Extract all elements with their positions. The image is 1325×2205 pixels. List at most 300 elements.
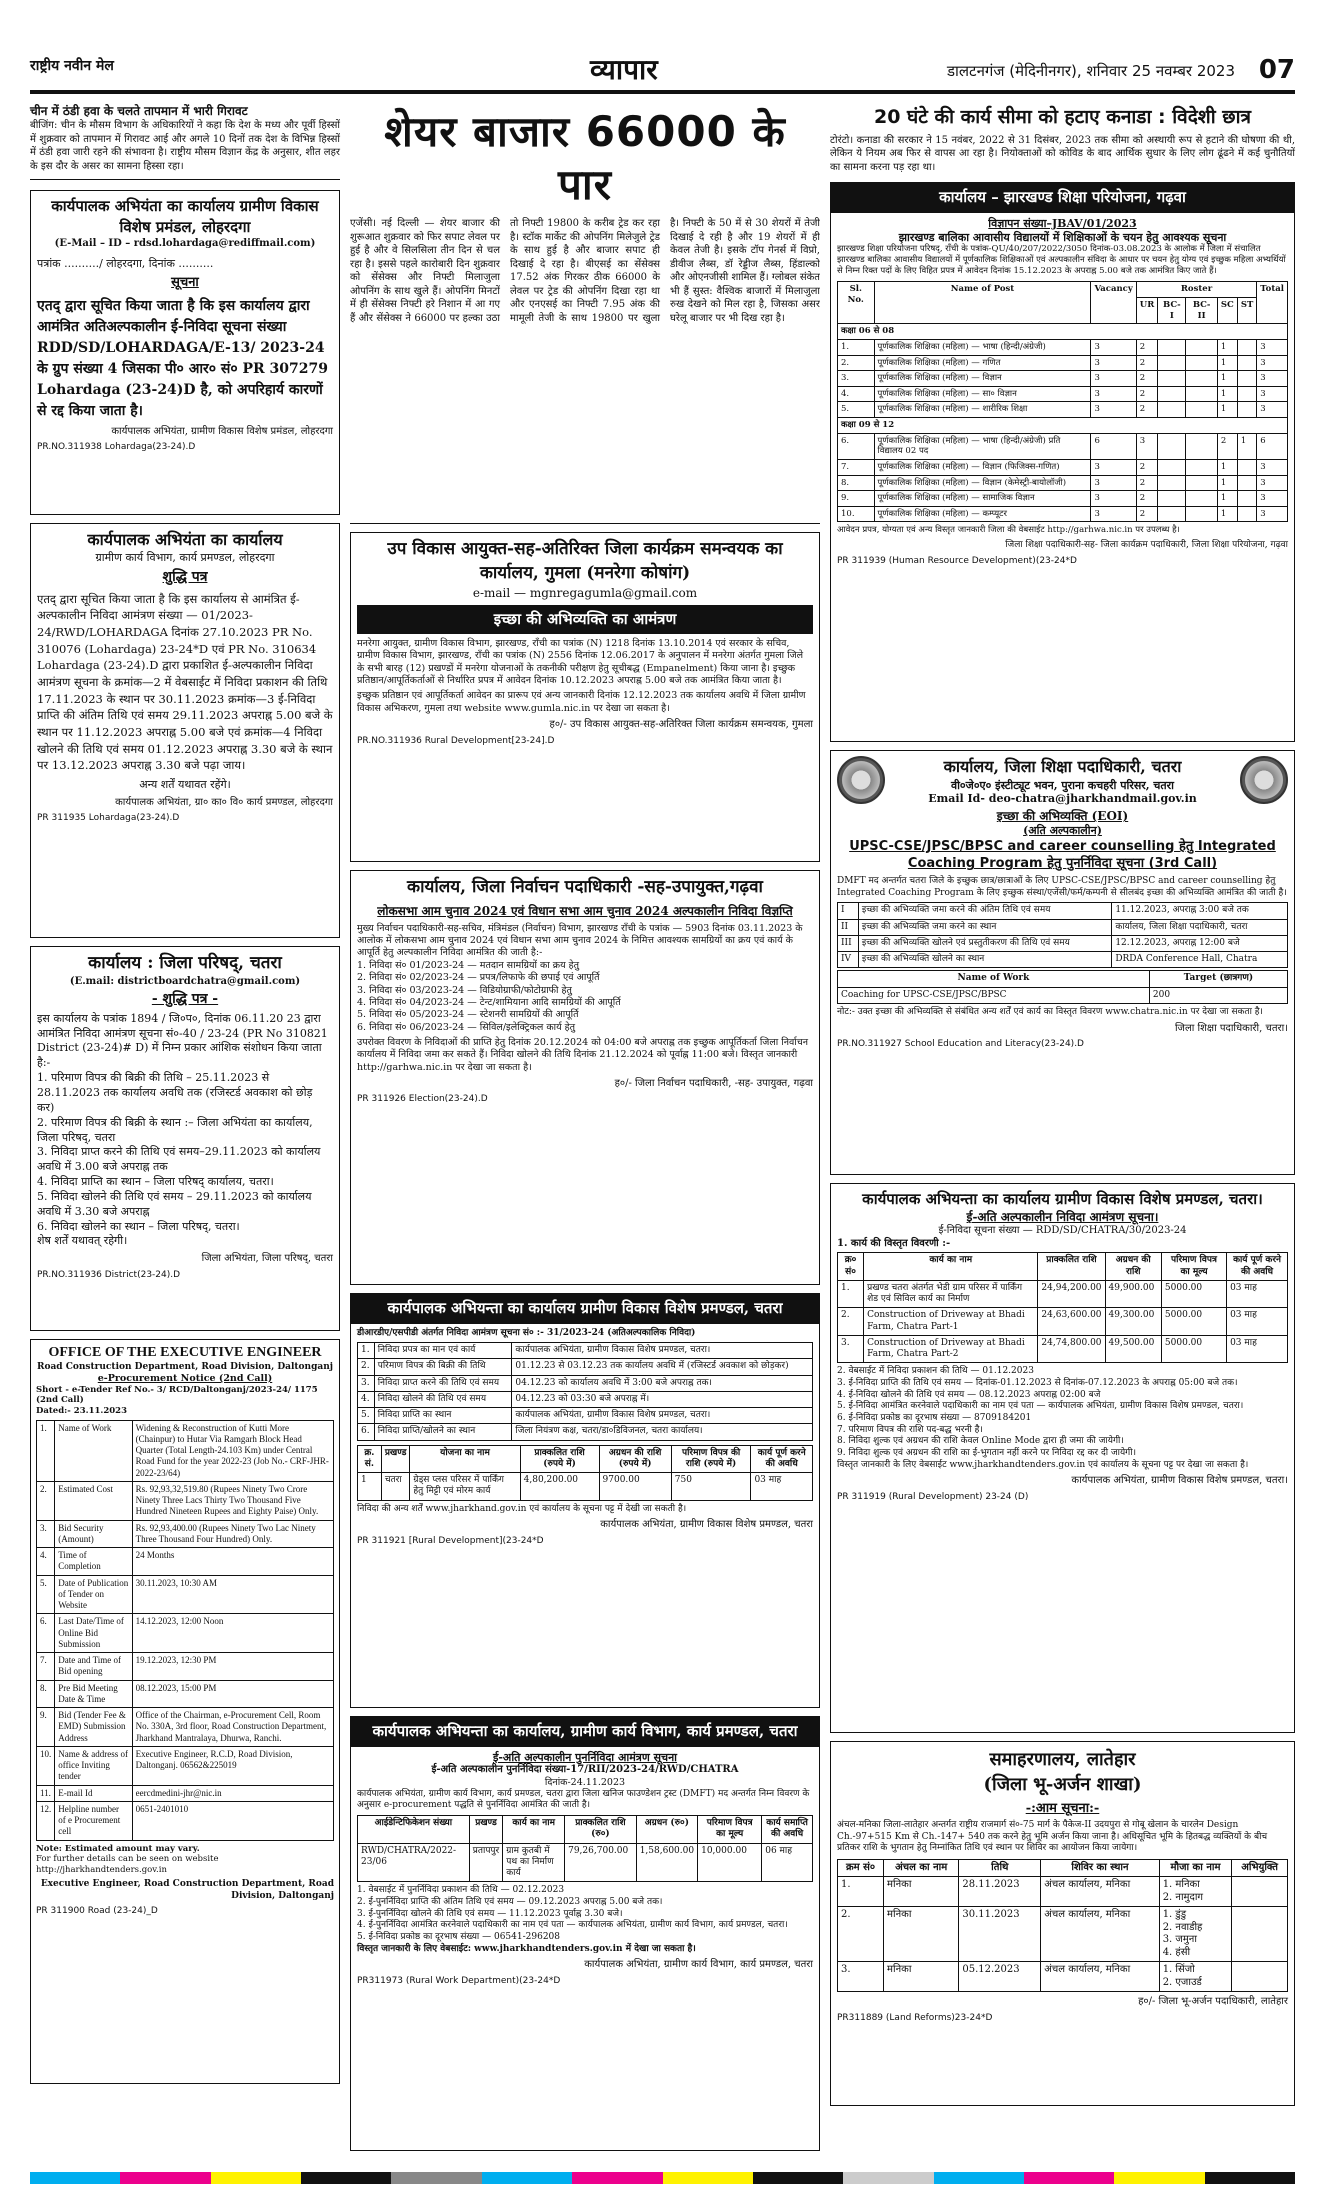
latehar-table-header-cell: क्रम सं० [838,1859,884,1877]
rural2-table-cell: 49,900.00 [1105,1280,1161,1308]
list-item: 4. ई-निविदा खोलने की तिथि एवं समय — 08.12.2023 अपराह्न 02:00 बजे [837,1389,1101,1400]
schedule-cell: 4. [358,1391,375,1407]
garhwa-cell [1237,475,1256,491]
list-item: 2. परिमाण विपत्र की बिक्री के स्थान :– जिला अभियंता का कार्यालय, जिला परिषद्, चतरा [37,1115,313,1144]
ad-garhwa-edu-adv: विज्ञापन संख्या–JBAV/01/2023 [988,216,1137,230]
road-table-row [37,1520,334,1548]
schedule-cell: 1. [358,1343,375,1359]
garhwa-cell: 9. [838,491,875,507]
ad-road-division-sign: Executive Engineer, Road Construction Department, Road Division, Daltonganj [40,1879,334,1901]
garhwa-cell: 3 [1136,433,1157,459]
ad-road-division-ref: Short - e-Tender Ref No.- 3/ RCD/Daltonganj/2023-24/ 1175 (2nd Call) [36,1384,318,1406]
eoi-table-cell: 12.12.2023, अपराह्न 12:00 बजे [1112,935,1288,951]
garhwa-cell: 1 [1217,459,1237,475]
rural2-table-cell: 24,94,200.00 [1038,1280,1105,1308]
rwd-table-row [358,1843,813,1882]
road-table-cell: Office of the Chairman, e-Procurement Cell, Room No. 330A, 3rd floor, Road Construction Department, Jharkhand Mantralaya, Dhurwa, Ranchi. [132,1708,333,1747]
color-swatch [391,2172,481,2184]
road-table-cell: 8. [37,1680,55,1708]
rural2-table-cell: 24,63,600.00 [1038,1308,1105,1336]
eoi-table-cell: II [838,919,859,935]
list-item: 2. निविदा सं० 02/2023-24 — प्रपत्र/लिफाफे की छपाई एवं आपूर्ति [357,972,600,984]
latehar-table-header-cell: अंचल का नाम [884,1859,959,1877]
ad-rwd-lohardaga-pr: PR 311935 Lohardaga(23-24).D [37,813,180,824]
schedule-cell: कार्यपालक अभियंता, ग्रामीण विकास विशेष प्रमण्डल, चतरा। [512,1408,813,1424]
jharkhand-emblem-icon [837,756,885,804]
color-swatch [482,2172,572,2184]
ad-chatra-edu-work-table [837,970,1288,1004]
rural2-table-cell: 2. [838,1308,864,1336]
ad-chatra-edu-notice-head: इच्छा की अभिव्यक्ति (EOI) [996,809,1129,824]
garhwa-cell: पूर्णकालिक शिक्षिका (महिला) — सा० विज्ञान [874,386,1091,402]
column-left [30,104,340,2092]
ad-rwd-chatra-title: कार्यपालक अभियन्ता का कार्यालय, ग्रामीण कार्य विभाग, कार्य प्रमण्डल, चतरा [351,1717,819,1747]
latehar-table-header-cell: मौजा का नाम [1159,1859,1232,1877]
latehar-table-header-cell: अभियुक्ति [1232,1859,1288,1877]
rural2-table-cell: 03 माह [1227,1335,1288,1363]
road-table-row [37,1708,334,1747]
works-table-cell: 4,80,200.00 [520,1473,599,1501]
ad-rwd-lohardaga-sub: ग्रामीण कार्य विभाग, कार्य प्रमण्डल, लोहरदगा [95,551,275,565]
schedule-cell: जिला नियंत्रण कक्ष, चतरा/डा०डिविजनल, चतरा कार्यालय। [512,1424,813,1440]
rwd-table-cell: प्रतापपुर [469,1843,503,1882]
ad-chatra-parishad-sign: जिला अभियंता, जिला परिषद्, चतरा [201,1253,333,1265]
ad-road-division-details: For further details can be seen on website http://jharkhandtenders.gov.in [36,1854,219,1875]
schedule-cell: परिमाण विपत्र की बिक्री की तिथि [374,1359,512,1375]
ad-chatra-rural2-title: कार्यपालक अभियन्ता का कार्यालय ग्रामीण विकास विशेष प्रमण्डल, चतरा। [862,1190,1263,1209]
work-table-header-cell: Target (छात्रगण) [1149,971,1287,987]
list-item: 3. निविदा सं० 03/2023-24 — विडियोग्राफी/फोटोग्राफी हेतु [357,984,572,996]
garhwa-header-cell: Total [1257,282,1288,324]
latehar-table-cell: 30.11.2023 [959,1907,1041,1962]
rural2-table-cell: 49,500.00 [1105,1335,1161,1363]
road-table-cell: 24 Months [132,1548,333,1576]
garhwa-cell: 2 [1136,402,1157,418]
road-table-cell: 10. [37,1746,55,1785]
garhwa-cell: पूर्णकालिक शिक्षिका (महिला) — शारीरिक शिक्षा [874,402,1091,418]
eoi-table-row [838,935,1288,951]
ad-latehar-title: समाहरणालय, लातेहार [989,1749,1136,1771]
ad-chatra-edu-title: कार्यालय, जिला शिक्षा पदाधिकारी, चतरा [943,757,1182,777]
list-item: 3. ई-पुनर्निविदा खोलने की तिथि एवं समय — 11.12.2023 पूर्वाह्न 3.30 बजे। [357,1908,623,1919]
garhwa-cell: 3 [1257,355,1288,371]
eoi-table-cell: 11.12.2023, अपराह्न 3:00 बजे तक [1112,903,1288,919]
garhwa-header-cell: BC-II [1186,298,1218,324]
garhwa-row [838,459,1288,475]
garhwa-cell: पूर्णकालिक शिक्षिका (महिला) — विज्ञान (फिजिक्स-गणित) [874,459,1091,475]
ad-road-division-pr: PR 311900 Road (23-24)_D [36,1905,158,1916]
rural2-table-cell: प्रखण्ड चतरा अंतर्गत भेडी ग्राम परिसर में पार्किंग शेड एवं सिविल कार्य का निर्माण [864,1280,1038,1308]
road-table-cell: 9. [37,1708,55,1747]
eoi-table-cell: इच्छा की अभिव्यक्ति खोलने एवं प्रस्तुतीकरण की तिथि एवं समय [858,935,1111,951]
garhwa-row [838,475,1288,491]
garhwa-row [838,506,1288,522]
news-market [350,104,820,524]
latehar-table-cell: मनिका [884,1907,959,1962]
garhwa-cell [1158,475,1186,491]
garhwa-cell [1186,433,1218,459]
road-table-cell: eercdmedini-jhr@nic.in [132,1785,333,1801]
ad-rwd-lohardaga-notice-head: शुद्धि पत्र [162,569,208,586]
eoi-table-cell: III [838,935,859,951]
list-item: 4. ई-पुनर्निविदा आमंत्रित करनेवाले पदाधिकारी का नाम एवं पता — कार्यपालक अभियंता, ग्रामीण कार्य विभाग, कार्य प्रमण्डल, चतरा। [357,1920,788,1931]
schedule-cell: 3. [358,1375,375,1391]
garhwa-group-row [838,324,1288,340]
ad-chatra-edu-headline: UPSC-CSE/JPSC/BPSC and career counselling हेतु Integrated Coaching Program हेतु पुनर्निविदा सूचना (3rd Call) [849,838,1276,872]
ad-latehar-pr: PR311889 (Land Reforms)23-24*D [837,2012,993,2023]
rural2-table-header-cell: प्राक्कलित राशि [1038,1253,1105,1281]
road-table-row [37,1746,334,1785]
garhwa-header-cell: BC-I [1158,298,1186,324]
ad-rwd-lohardaga-title: कार्यपालक अभियंता का कार्यालय [87,530,283,549]
ad-garhwa-edu [830,182,1295,742]
rural2-table-cell: 49,300.00 [1105,1308,1161,1336]
road-table-cell: Pre Bid Meeting Date & Time [55,1680,132,1708]
garhwa-cell: 1 [1237,433,1256,459]
road-table-cell: 08.12.2023, 15:00 PM [132,1680,333,1708]
works-table-header-cell: प्राक्कलित राशि (रुपये में) [520,1445,599,1473]
ad-chatra-parishad-body: इस कार्यालय के पत्रांक 1894 / जि०प०, दिनांक 06.11.20 23 द्वारा आमंत्रित निविदा आमंत्रण सूचना सं०-40 / 23-24 (PR No 310821 District (23-24)# D) में निम्न प्रकार आंशिक संशोधन किया जाता है:- [37,1011,328,1070]
road-table-cell: Bid Security (Amount) [55,1520,132,1548]
garhwa-cell: पूर्णकालिक शिक्षिका (महिला) — कम्प्यूटर [874,506,1091,522]
ad-chatra-edu-sub: वी०जे०ए० इंस्टीट्यूट भवन, पुराना कचहरी परिसर, चतरा [950,778,1175,792]
rural2-table-row [838,1335,1288,1363]
color-swatch [1205,2172,1295,2184]
road-table-cell: Bid (Tender Fee & EMD) Submission Address [55,1708,132,1747]
road-table-cell: 1. [37,1420,55,1481]
garhwa-row [838,371,1288,387]
latehar-table-cell: 1. मनिका 2. नामुदाग [1159,1877,1232,1907]
news-canada-body: टोरंटो। कनाडा की सरकार ने 15 नवंबर, 2022 से 31 दिसंबर, 2023 तक सीमा को अस्थायी रूप से हटाने की घोषणा की थी, लेकिन ये नियम अब फिर से वापस आ रहा है। नियोक्ताओं को कोविड के बाद आर्थिक सुधार के लिए लोग ढूंढने में कई चुनौतियों का सामना करना पड़ रहा था। [830,134,1295,173]
garhwa-cell [1237,459,1256,475]
schedule-cell: निविदा प्राप्ति का स्थान [374,1408,512,1424]
road-table-cell: Widening & Reconstruction of Kutti More (Chainpur) to Hutar Via Ramgarh Block Head Quarter (Total Length-24.103 Km) under Central Road Fund for the year 2022-23 (Job No.- CRF-JHR-2022-23/64) [132,1420,333,1481]
garhwa-cell: 4. [838,386,875,402]
road-table-cell: Helpline number of e Procurement cell [55,1801,132,1840]
schedule-cell: निविदा खोलने की तिथि एवं समय [374,1391,512,1407]
garhwa-cell: 3 [1257,459,1288,475]
garhwa-row [838,355,1288,371]
garhwa-header-cell: Name of Post [874,282,1091,324]
garhwa-cell [1158,355,1186,371]
ad-mgnrega-gumla-sign: ह०/- उप विकास आयुक्त-सह-अतिरिक्त जिला कार्यक्रम समन्वयक, गुमला [549,719,813,731]
garhwa-cell: पूर्णकालिक शिक्षिका (महिला) — विज्ञान [874,371,1091,387]
list-item: 2. ई-पुनर्निविदा प्राप्ति की अंतिम तिथि एवं समय — 09.12.2023 अपराह्न 5.00 बजे तक। [357,1896,663,1907]
garhwa-cell: 6 [1257,433,1288,459]
garhwa-cell: पूर्णकालिक शिक्षिका (महिला) — विज्ञान (केमेस्ट्री-बायोलॉजी) [874,475,1091,491]
garhwa-group-cell: कक्षा 09 से 12 [838,418,1288,434]
list-item: 9. निविदा शुल्क एवं अग्रधन की राशि का ई-भुगतान नहीं करने पर निविदा रद्द कर दी जायेगी। [837,1448,1136,1459]
ad-rwd-chatra-body2: विस्तृत जानकारी के लिए वेबसाईट: www.jharkhandtenders.gov.in में देखा जा सकता है। [357,1943,696,1954]
rural2-table-cell: 3. [838,1335,864,1363]
garhwa-cell [1237,371,1256,387]
ad-chatra-edu-email: Email Id- deo-chatra@jharkhandmail.gov.in [928,792,1197,806]
road-table-cell: 2. [37,1481,55,1520]
eoi-table-cell: I [838,903,859,919]
news-canada [830,106,1295,174]
garhwa-cell [1186,386,1218,402]
ad-lohardaga-body: एतद् द्वारा सूचित किया जाता है कि इस कार्यालय द्वारा आमंत्रित अतिअल्पकालीन ई-निविदा सूचना संख्या RDD/SD/LOHARDAGA/E-13/ 2023-24 के ग्रुप संख्या 4 जिसका पी० आर० सं० PR 307279 Lohardaga (23-24)D है, को अपरिहार्य कारणों से रद्द किया जाता है। [37,297,328,419]
road-table-cell: 14.12.2023, 12:00 Noon [132,1614,333,1653]
schedule-cell: 5. [358,1408,375,1424]
ad-mgnrega-gumla-body2: इच्छुक प्रतिष्ठान एवं आपूर्तिकर्ता आवेदन का प्रारूप एवं अन्य जानकारी दिनांक 12.12.2023 तक कार्यालय अवधि में जिला ग्रामीण विकास अभिकरण, गुमला तथा website www.gumla.nic.in पर देखा जा सकता है। [357,690,806,714]
ad-rural-chatra-works-table [357,1445,813,1501]
latehar-table-header-cell: तिथि [959,1859,1041,1877]
road-table-cell: Executive Engineer, R.C.D, Road Division, Daltonganj. 06562&225019 [132,1746,333,1785]
ad-chatra-parishad [30,946,340,1331]
garhwa-cell [1237,506,1256,522]
ad-chatra-rural2-pr: PR 311919 (Rural Development) 23-24 (D) [837,1491,1029,1502]
garhwa-cell: 2 [1136,371,1157,387]
ad-latehar-sign: ह०/- जिला भू-अर्जन पदाधिकारी, लातेहार [1138,1996,1288,2008]
color-swatch [1024,2172,1114,2184]
list-item: 7. परिमाण विपत्र की राशि पद-बद्ध भरनी है। [837,1424,983,1435]
eoi-table-cell: DRDA Conference Hall, Chatra [1112,952,1288,968]
garhwa-cell [1186,339,1218,355]
works-table-header-cell: क्र. सं. [358,1445,382,1473]
column-right [830,104,1295,2114]
news-canada-headline: 20 घंटे की कार्य सीमा को हटाए कनाडा : विदेशी छात्र [874,106,1251,128]
garhwa-cell: 3 [1091,475,1136,491]
road-table-cell: Rs. 92,93,32,519.80 (Rupees Ninety Two Crore Ninety Three Lacs Thirty Two Thousand Five Hundred Nineteen Rupees and Eighty Paise) Only. [132,1481,333,1520]
ad-garhwa-edu-sub: झारखण्ड बालिका आवासीय विद्यालयों में शिक्षिकाओं के चयन हेतु आवश्यक सूचना [898,230,1227,244]
list-item: 2. वेबसाईट में निविदा प्रकाशन की तिथि — 01.12.2023 [837,1366,1034,1377]
ad-chatra-rural2-list [837,1366,1288,1460]
news-weather-body: बीजिंग: चीन के मौसम विभाग के अधिकारियों ने कहा कि देश के मध्य और पूर्वी हिस्सों में शुक्रवार को तापमान में गिरावट आई और अगले 10 दिनों तक देश के विभिन्न हिस्सों में ठंडी हवा जारी रहने की संभावना है। राष्ट्रीय मौसम विज्ञान केंद्र के अनुसार, शीत लहर के इस दौर के असर का सामना हिस्सा रहा। [30,120,340,172]
latehar-table-row [838,1962,1288,1992]
dateline: डालटनगंज (मेदिनीनगर), शनिवार 25 नवम्बर 2023 [946,62,1235,80]
page-number: 07 [1258,55,1295,85]
list-item: 1. निविदा सं० 01/2023-24 — मतदान सामग्रियों का क्रय हेतु [357,959,580,971]
garhwa-cell: 1 [1217,506,1237,522]
garhwa-cell: 8. [838,475,875,491]
works-table-header-cell: अग्रधन की राशि (रुपये में) [599,1445,671,1473]
rwd-table-cell: 06 माह [762,1843,813,1882]
rural2-table-cell: Construction of Driveway at Bhadi Farm, Chatra Part-2 [864,1335,1038,1363]
list-item: 1. वेबसाईट में पुनर्निविदा प्रकाशन की तिथि — 02.12.2023 [357,1885,565,1896]
garhwa-row [838,491,1288,507]
garhwa-cell: पूर्णकालिक शिक्षिका (महिला) — गणित [874,355,1091,371]
garhwa-cell: 6. [838,433,875,459]
ad-garhwa-edu-sign: जिला शिक्षा पदाधिकारी-सह- जिला कार्यक्रम पदाधिकारी, जिला शिक्षा परियोजना, गढ़वा [1005,540,1288,551]
masthead-brand: राष्ट्रीय नवीन मेल [30,58,114,74]
list-item: 5. निविदा खोलने की तिथि एवं समय – 29.11.2023 को कार्यालय अवधि में 3.30 बजे अपराह्न [37,1189,312,1218]
rural2-table-cell: 5000.00 [1161,1308,1226,1336]
garhwa-cell: 1 [1217,491,1237,507]
garhwa-cell: 5. [838,402,875,418]
ad-road-division-table [36,1420,334,1841]
garhwa-cell: 3 [1091,355,1136,371]
ad-latehar-notice-head: -:आम सूचना:- [1025,1800,1100,1816]
works-table-cell: 9700.00 [599,1473,671,1501]
rural2-table-header-cell: क्र० सं० [838,1253,864,1281]
ad-lohardaga-notice-head: सूचना [171,275,199,291]
works-table-header-cell: प्रखण्ड [381,1445,410,1473]
garhwa-cell: 2 [1136,506,1157,522]
ad-rwd-chatra-list [357,1885,813,1943]
road-table-cell: 5. [37,1575,55,1614]
rwd-table-cell: ग्राम कुतबी में पथ का निर्माण कार्य [503,1843,565,1882]
ad-chatra-edu-body: DMFT मद अन्तर्गत चतरा जिले के इच्छुक छात्र/छात्राओं के लिए UPSC-CSE/JPSC/BPSC and career counselling हेतु Integrated Coaching Program के लिए इच्छुक संस्था/एजेंसी/फर्म/कम्पनी से सीलबंद इच्छा की अभिव्यक्ति आमंत्रित की जाती है। [837,875,1287,898]
works-table-header-row [358,1445,813,1473]
list-item: 6. निविदा सं० 06/2023-24 — सिविल/इलेक्ट्रिकल कार्य हेतु [357,1021,576,1033]
ad-rwd-chatra [350,1716,820,2151]
latehar-table-cell: अंचल कार्यालय, मनिका [1041,1877,1159,1907]
ad-road-division-title: OFFICE OF THE EXECUTIVE ENGINEER [48,1345,322,1360]
road-table-cell: Date of Publication of Tender on Website [55,1575,132,1614]
eoi-table-cell: इच्छा की अभिव्यक्ति खोलने का स्थान [858,952,1111,968]
ad-rural-chatra-ref: डीआरडीए/एसपीडी अंतर्गत निविदा आमंत्रण सूचना सं० :- 31/2023-24 (अतिअल्पकालिक निविदा) [357,1327,696,1338]
ad-election-garhwa-body: मुख्य निर्वाचन पदाधिकारी-सह-सचिव, मंत्रिमंडल (निर्वाचन) विभाग, झारखण्ड राँची के पत्रांक — 5903 दिनांक 03.11.2023 के आलोक में लोकसभा आम चुनाव 2024 एवं विधान सभा आम चुनाव 2024 के निमित्त आवश्यक सामग्रियों का क्रय एवं कार्य के आपूर्ति हेतु अल्पकालीन निविदा आमंत्रित की जाती है:- [357,922,803,959]
color-swatch [753,2172,843,2184]
rural2-table-cell: Construction of Driveway at Bhadi Farm, Chatra Part-1 [864,1308,1038,1336]
garhwa-cell [1158,371,1186,387]
latehar-table-cell: 1. डुंडु 2. नवाडीह 3. जमुना 4. हंसी [1159,1907,1232,1962]
garhwa-group-cell: कक्षा 06 से 08 [838,324,1288,340]
ad-lohardaga-title: कार्यपालक अभियंता का कार्यालय ग्रामीण विकास विशेष प्रमंडल, लोहरदगा [51,197,319,236]
latehar-table-cell [1232,1962,1288,1992]
latehar-table-cell [1232,1877,1288,1907]
ad-chatra-edu-note: नोट:- उक्त इच्छा की अभिव्यक्ति से संबंधित अन्य शर्तें एवं कार्य का विस्तृत विवरण www.chatra.nic.in पर देखा जा सकता है। [837,1006,1263,1017]
color-swatch [211,2172,301,2184]
garhwa-header-cell: SC [1217,298,1237,324]
garhwa-cell [1186,459,1218,475]
ad-mgnrega-gumla [350,532,820,862]
ad-chatra-rural2 [830,1183,1295,1733]
road-table-cell: 30.11.2023, 10:30 AM [132,1575,333,1614]
road-table-cell: E-mail Id [55,1785,132,1801]
rural2-table-cell: 03 माह [1227,1308,1288,1336]
road-table-cell: Last Date/Time of Online Bid Submission [55,1614,132,1653]
ad-chatra-parishad-list [37,1071,333,1234]
garhwa-cell: 3 [1257,339,1288,355]
ad-rural-chatra-sign: कार्यपालक अभियंता, ग्रामीण विकास विशेष प्रमण्डल, चतरा [600,1519,813,1531]
ad-chatra-rural2-notice-head: ई-अति अल्पकालीन निविदा आमंत्रण सूचना। [966,1210,1159,1225]
garhwa-cell: 3 [1091,386,1136,402]
education-logo-icon [1240,756,1288,804]
garhwa-cell: 3 [1257,506,1288,522]
rural2-table-row [838,1308,1288,1336]
garhwa-cell: 1 [1217,355,1237,371]
work-table-header-cell: Name of Work [838,971,1150,987]
ad-rwd-lohardaga [30,523,340,938]
ad-rural-chatra-body: निविदा की अन्य शर्तें www.jharkhand.gov.in एवं कार्यालय के सूचना पट्ट में देखी जा सकती है। [357,1503,687,1514]
garhwa-cell [1158,339,1186,355]
work-table-row [838,987,1288,1003]
ad-latehar-body: अंचल-मनिका जिला-लातेहार अन्तर्गत राष्ट्रीय राजमार्ग सं०-75 मार्ग के पैकेज-II उदयपुरा से गोबू खेलान के चारलेन Design Ch.-97+515 Km से Ch.-147+ 540 तक करने हेतु भूमि अर्जन किया जाना है। अधिसूचित भूमि के हितबद्ध व्यक्तियों के बीच प्रतिकर राशि के भुगतान हेतु निम्नांकित तिथि एवं स्थान पर शिविर का आयोजन किया जायेगा। [837,1819,1268,1854]
color-swatch [663,2172,753,2184]
garhwa-cell: 1 [1217,386,1237,402]
garhwa-cell: 3 [1091,402,1136,418]
ad-latehar-sub: (जिला भू-अर्जन शाखा) [983,1774,1142,1796]
garhwa-cell [1237,355,1256,371]
latehar-table-cell: 1. [838,1877,884,1907]
ad-rwd-lohardaga-sign: कार्यपालक अभियंता, ग्रा० का० वि० कार्य प्रमण्डल, लोहरदगा [115,796,333,808]
garhwa-cell: 1 [1217,371,1237,387]
works-table-header-cell: कार्य पूर्ण करने की अवधि [751,1445,813,1473]
schedule-row [358,1408,813,1424]
rural2-table-header-row [838,1253,1288,1281]
road-table-cell: Date and Time of Bid opening [55,1653,132,1681]
garhwa-cell [1158,386,1186,402]
ad-mgnrega-gumla-body: मनरेगा आयुक्त, ग्रामीण विकास विभाग, झारखण्ड, राँची का पत्रांक (N) 1218 दिनांक 13.10.2014 एवं सरकार के सचिव, ग्रामीण विकास विभाग, झारखण्ड, राँची का पत्रांक (N) 2556 दिनांक 12.06.2017 के अनुपालन में मनरेगा अंतर्गत गुमला जिले के सभी बारह (12) प्रखण्डों में मनरेगा योजनाओं के तकनीकी परीक्षण हेतु सूचीबद्ध (Empanelment) किया जाना है। इच्छुक प्रतिष्ठान/आपूर्तिकर्ताओं से निर्धारित प्रपत्र में आवेदन दिनांक 10.12.2023 अपराह्न 5.00 बजे तक आमंत्रित किया जाता है। [357,638,804,687]
garhwa-group-row [838,418,1288,434]
garhwa-cell [1158,402,1186,418]
rwd-table-cell: 10,000.00 [698,1843,762,1882]
rwd-table-header-cell: परिमाण विपत्र का मूल्य [698,1816,762,1844]
ad-chatra-edu [830,750,1295,1175]
latehar-table-cell: अंचल कार्यालय, मनिका [1041,1907,1159,1962]
list-item: 1. परिमाण विपत्र की बिक्री की तिथि – 25.11.2023 से 28.11.2023 तक कार्यालय अवधि तक (रजिस्टर्ड अवकाश को छोड़ कर) [37,1071,313,1114]
work-table-cell: Coaching for UPSC-CSE/JPSC/BPSC [838,987,1150,1003]
garhwa-cell: 3 [1257,475,1288,491]
garhwa-cell: पूर्णकालिक शिक्षिका (महिला) — भाषा (हिन्दी/अंग्रेजी) प्रति विद्यालय 02 पद [874,433,1091,459]
garhwa-cell [1186,491,1218,507]
garhwa-cell: 2 [1136,475,1157,491]
works-table-row [358,1473,813,1501]
garhwa-cell: 3 [1257,402,1288,418]
color-registration-bar [30,2172,1295,2184]
garhwa-row [838,433,1288,459]
ad-rwd-chatra-date: दिनांक-24.11.2023 [544,1776,626,1788]
ad-road-division-sub: Road Construction Department, Road Division, Daltonganj [36,1361,334,1372]
ad-election-garhwa-sub: लोकसभा आम चुनाव 2024 एवं विधान सभा आम चुनाव 2024 अल्पकालीन निविदा विज्ञप्ति [377,903,793,918]
ad-rural-chatra-pr: PR 311921 [Rural Development](23-24*D [357,1535,544,1546]
rwd-table-header-row [358,1816,813,1844]
color-swatch [120,2172,210,2184]
garhwa-cell: 2 [1136,459,1157,475]
latehar-table-cell: 28.11.2023 [959,1877,1041,1907]
garhwa-cell: 1. [838,339,875,355]
road-table-cell: 4. [37,1548,55,1576]
garhwa-cell: 3. [838,371,875,387]
garhwa-cell [1237,339,1256,355]
list-item: 6. निविदा खोलने का स्थान – जिला परिषद्, चतरा। [37,1219,240,1233]
garhwa-cell: 2 [1136,355,1157,371]
ad-rwd-chatra-table [357,1815,813,1882]
latehar-table-row [838,1907,1288,1962]
road-table-cell: 0651-2401010 [132,1801,333,1840]
eoi-table-row [838,952,1288,968]
road-table-row [37,1614,334,1653]
garhwa-header-cell: ST [1237,298,1256,324]
road-table-row [37,1680,334,1708]
garhwa-cell [1237,402,1256,418]
garhwa-cell [1186,371,1218,387]
news-market-body: एजेंसी। नई दिल्ली — शेयर बाजार की शुरूआत शुक्रवार को फिर सपाट लेवल पर हुई है और वे सिलसिला तीन दिन से चल रहा है। इससे पहले कारोबारी दिन शुक्रवार को सेंसेक्स और निफ्टी मिलाजुला ओपनिंग के साथ खुले हैं। ओपनिंग मिनटों में ही सेंसेक्स निफ्टी हरे निशान में आ गए हैं और सेंसेक्स ने 66000 पर हल्का उठा तो निफ्टी 19800 के करीब ट्रेड कर रहा है। स्टॉक मार्केट की ओपनिंग मिलेजुले ट्रेड के साथ हुई है और बाजार सपाट ही दिखाई दे रहा है। बीएसई का सेंसेक्स 17.52 अंक गिरकर ठीक 66000 के लेवल पर ट्रेड की ओपनिंग दिखा रहा था और एनएसई का निफ्टी 7.95 अंक की मामूली तेजी के साथ 19800 पर खुला है। निफ्टी के 50 में से 30 शेयरों में तेजी दिखाई दे रही है और 19 शेयरों में ही केवल तेजी है। इसके टॉप गेनर्स में विप्रो, डीवीज लैब्स, डॉ रेड्डीज लैब्स, हिंडाल्को और ओएनजीसी शामिल हैं। ग्लोबल संकेत भी हैं सुस्त: वैश्विक बाजारों में मिलाजुला रुख देखने को मिल रहा है, जिसका असर घरेलू बाजार पर भी दिख रहा है। [350,218,820,324]
garhwa-cell: 2 [1136,386,1157,402]
latehar-table-cell: 3. [838,1962,884,1992]
garhwa-cell: 7. [838,459,875,475]
garhwa-header-cell: Roster [1136,282,1257,298]
news-market-headline: शेयर बाजार 66000 के पार [384,107,786,209]
road-table-cell: 11. [37,1785,55,1801]
garhwa-cell: 3 [1257,371,1288,387]
ad-rural-chatra-schedule [357,1342,813,1441]
road-table-row [37,1420,334,1481]
column-middle [350,104,820,2159]
rural2-table-header-cell: कार्य का नाम [864,1253,1038,1281]
garhwa-cell [1158,506,1186,522]
latehar-table-cell: मनिका [884,1877,959,1907]
garhwa-row [838,386,1288,402]
ad-rwd-lohardaga-body: एतद् द्वारा सूचित किया जाता है कि इस कार्यालय से आमंत्रित ई-अल्पकालीन निविदा आमंत्रण संख्या — 01/2023-24/RWD/LOHARDAGA दिनांक 27.10.2023 PR No. 310076 (Lohardaga) 23-24*D एवं PR No. 310634 Lohardaga (23-24).D द्वारा प्रकाशित ई-अल्पकालीन निविदा आमंत्रण सूचना के क्रमांक—2 में वेबसाईट में निविदा प्रकाशन की तिथि 17.11.2023 के स्थान पर 30.11.2023 क्रमांक—3 ई-निविदा प्राप्ति की अंतिम तिथि एवं समय 29.11.2023 अपराह्न 5.00 बजे के स्थान पर 11.12.2023 अपराह्न 5.00 बजे एवं क्रमांक—4 निविदा खोलने की तिथि एवं समय 01.12.2023 अपराह्न 3.30 बजे के स्थान पर 13.12.2023 अपराह्न 3.30 बजे पढ़ा जाय। [37,591,333,773]
garhwa-header-cell: Vacancy [1091,282,1136,324]
garhwa-cell [1237,491,1256,507]
ad-chatra-edu-sign: जिला शिक्षा पदाधिकारी, चतरा। [1174,1022,1288,1034]
garhwa-cell [1186,355,1218,371]
rwd-table-cell: RWD/CHATRA/2022-23/06 [358,1843,470,1882]
